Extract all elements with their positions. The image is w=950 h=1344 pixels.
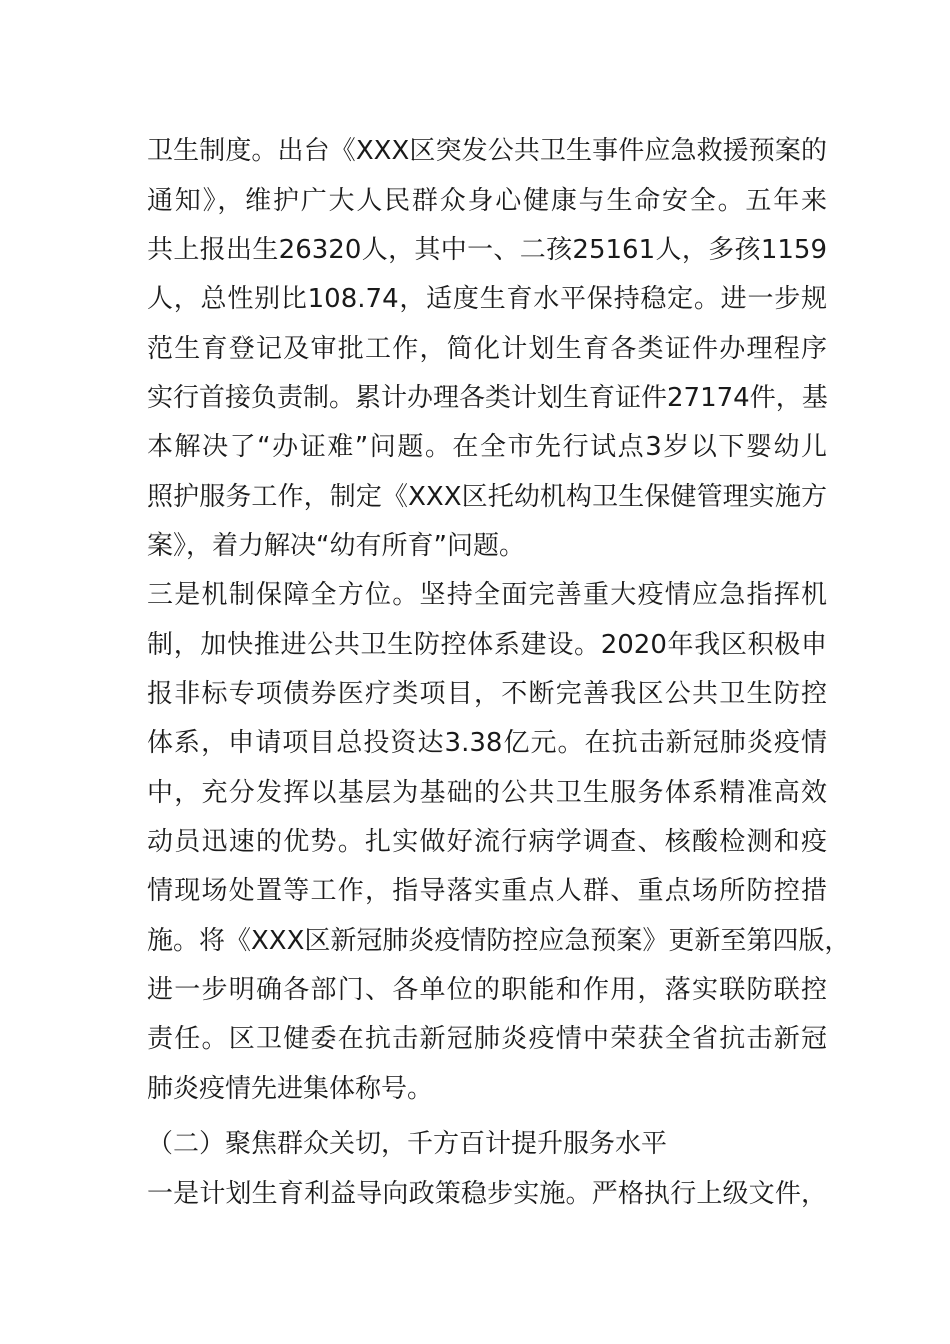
- subsection-heading: （二）聚焦群众关切，千方百计提升服务水平: [147, 1129, 668, 1159]
- text-line: 范生育登记及审批工作，简化计划生育各类证件办理程序: [147, 334, 827, 364]
- text-line: 报非标专项债券医疗类项目，不断完善我区公共卫生防控: [147, 679, 827, 709]
- text-line: 情现场处置等工作，指导落实重点人群、重点场所防控措: [147, 876, 827, 906]
- text-line: 共上报出生26320人，其中一、二孩25161人，多孩1159: [147, 235, 827, 265]
- text-line: 动员迅速的优势。扎实做好流行病学调查、核酸检测和疫: [147, 827, 827, 857]
- text-line: 案》，着力解决“幼有所育”问题。: [147, 531, 525, 561]
- text-line: 本解决了“办证难”问题。在全市先行试点3岁以下婴幼儿: [147, 432, 827, 462]
- text-line: 人，总性别比108.74，适度生育水平保持稳定。进一步规: [147, 284, 827, 314]
- text-line: 施。将《XXX区新冠肺炎疫情防控应急预案》更新至第四版，: [147, 926, 851, 956]
- text-line: 一是计划生育利益导向政策稳步实施。严格执行上级文件，: [147, 1179, 827, 1209]
- text-line: 中，充分发挥以基层为基础的公共卫生服务体系精准高效: [147, 778, 827, 808]
- text-line: 体系，申请项目总投资达3.38亿元。在抗击新冠肺炎疫情: [147, 728, 827, 758]
- text-line: 制，加快推进公共卫生防控体系建设。2020年我区积极申: [147, 630, 827, 660]
- text-line: 肺炎疫情先进集体称号。: [147, 1074, 434, 1104]
- text-line: 责任。区卫健委在抗击新冠肺炎疫情中荣获全省抗击新冠: [147, 1024, 827, 1054]
- text-line: 通知》，维护广大人民群众身心健康与生命安全。五年来: [147, 186, 827, 216]
- text-line: 实行首接负责制。累计办理各类计划生育证件27174件，基: [147, 383, 828, 413]
- text-line: 进一步明确各部门、各单位的职能和作用，落实联防联控: [147, 975, 827, 1005]
- text-line: 照护服务工作，制定《XXX区托幼机构卫生保健管理实施方: [147, 482, 827, 512]
- text-line: 卫生制度。出台《XXX区突发公共卫生事件应急救援预案的: [147, 136, 827, 166]
- section-heading-line: 三是机制保障全方位。坚持全面完善重大疫情应急指挥机: [147, 580, 827, 610]
